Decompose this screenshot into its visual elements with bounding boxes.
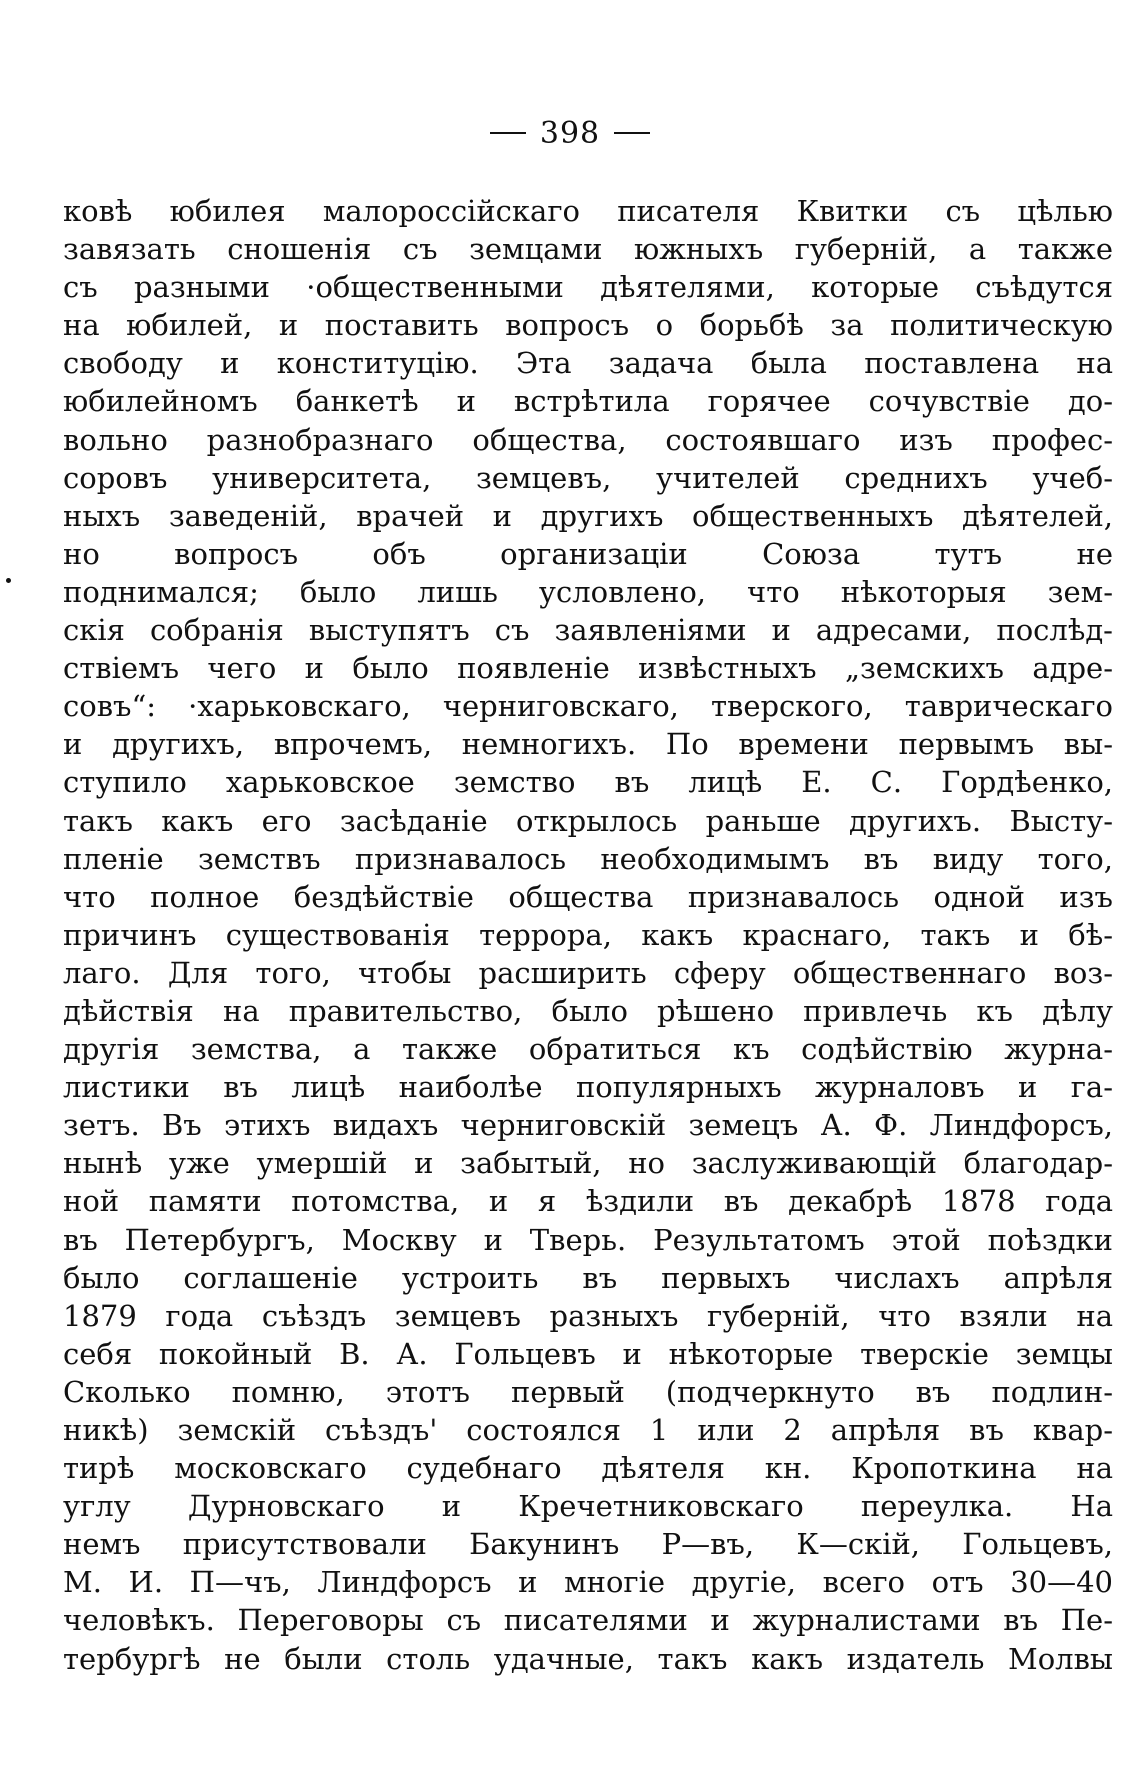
text-line: что полное бездѣйствіе общества признавалось одной изъ [63, 879, 1113, 914]
text-line: на юбилей, и поставить вопросъ о борьбѣ за политическую [63, 308, 1113, 343]
text-line: ныхъ заведеній, врачей и другихъ общественныхъ дѣятелей, [63, 498, 1113, 533]
text-line: дѣйствія на правительство, было рѣшено привлечь къ дѣлу [63, 993, 1113, 1028]
text-line: другія земства, а также обратиться къ содѣйствію журна- [63, 1032, 1113, 1067]
text-line: въ Петербургъ, Москву и Тверь. Результатомъ этой поѣздки [63, 1222, 1113, 1257]
text-line: такъ какъ его засѣданіе открылось раньше другихъ. Высту- [63, 803, 1113, 838]
text-line: было соглашеніе устроить въ первыхъ числахъ апрѣля [63, 1260, 1113, 1295]
text-line: человѣкъ. Переговоры съ писателями и журналистами въ Пе- [63, 1603, 1113, 1638]
text-line: лаго. Для того, чтобы расширить сферу общественнаго воз- [63, 955, 1113, 990]
text-line: завязать сношенія съ земцами южныхъ губерній, а также [63, 232, 1113, 267]
right-dash [614, 132, 650, 134]
text-line: углу Дурновскаго и Кречетниковскаго переулка. На [63, 1489, 1113, 1524]
text-line: тербургѣ не были столь удачные, такъ какъ издатель Молвы [63, 1641, 1113, 1676]
text-line: Сколько помню, этотъ первый (подчеркнуто въ подлин- [63, 1374, 1113, 1409]
text-line: ковѣ юбилея малороссійскаго писателя Квитки съ цѣлью [63, 194, 1113, 228]
margin-dot-mark [6, 578, 11, 583]
text-line: но вопросъ объ организаціи Союза тутъ не [63, 536, 1113, 571]
text-line: свободу и конституцію. Эта задача была поставлена на [63, 346, 1113, 381]
text-line: немъ присутствовали Бакунинъ Р—въ, К—скій, Гольцевъ, [63, 1527, 1113, 1562]
text-line: нынѣ уже умершій и забытый, но заслуживающій благодар- [63, 1146, 1113, 1181]
text-line: съ разными ·общественными дѣятелями, которые съѣдутся [63, 270, 1113, 305]
text-line: ной памяти потомства, и я ѣздили въ декабрѣ 1878 года [63, 1184, 1113, 1219]
text-line: совъ“: ·харьковскаго, черниговскаго, тверского, таврическаго [63, 689, 1113, 724]
text-line: скія собранія выступятъ съ заявленіями и адресами, послѣд- [63, 613, 1113, 648]
text-line: никѣ) земскій съѣздъ' состоялся 1 или 2 апрѣля въ квар- [63, 1413, 1113, 1447]
page-number [0, 112, 1140, 156]
text-line: зетъ. Въ этихъ видахъ черниговскій земецъ А. Ф. Линдфорсъ, [63, 1108, 1113, 1143]
body-text [63, 192, 1113, 1678]
text-line: ствіемъ чего и было появленіе извѣстныхъ „земскихъ адре- [63, 651, 1113, 686]
text-line: причинъ существованія террора, какъ краснаго, такъ и бѣ- [63, 917, 1113, 952]
text-line: ступило харьковское земство въ лицѣ Е. С. Гордѣенко, [63, 765, 1113, 800]
text-line: 1879 года съѣздъ земцевъ разныхъ губерній, что взяли на [63, 1298, 1113, 1333]
text-line: тирѣ московскаго судебнаго дѣятеля кн. Кропоткина на [63, 1451, 1113, 1486]
text-line: и другихъ, впрочемъ, немногихъ. По времени первымъ вы- [63, 727, 1113, 762]
text-line: М. И. П—чъ, Линдфорсъ и многіе другіе, всего отъ 30—40 [63, 1565, 1113, 1600]
left-dash [490, 132, 526, 134]
text-line: вольно разнобразнаго общества, состоявшаго изъ профес- [63, 422, 1113, 457]
text-line: пленіе земствъ признавалось необходимымъ въ виду того, [63, 841, 1113, 876]
page-number-value: 398 [539, 116, 601, 151]
text-line: поднимался; было лишь условлено, что нѣкоторыя зем- [63, 574, 1113, 609]
text-line: юбилейномъ банкетѣ и встрѣтила горячее сочувствіе до- [63, 384, 1113, 419]
text-line: соровъ университета, земцевъ, учителей среднихъ учеб- [63, 460, 1113, 495]
text-line: листики въ лицѣ наиболѣе популярныхъ журналовъ и га- [63, 1070, 1113, 1105]
text-line: себя покойный В. А. Гольцевъ и нѣкоторые тверскіе земцы [63, 1336, 1113, 1371]
